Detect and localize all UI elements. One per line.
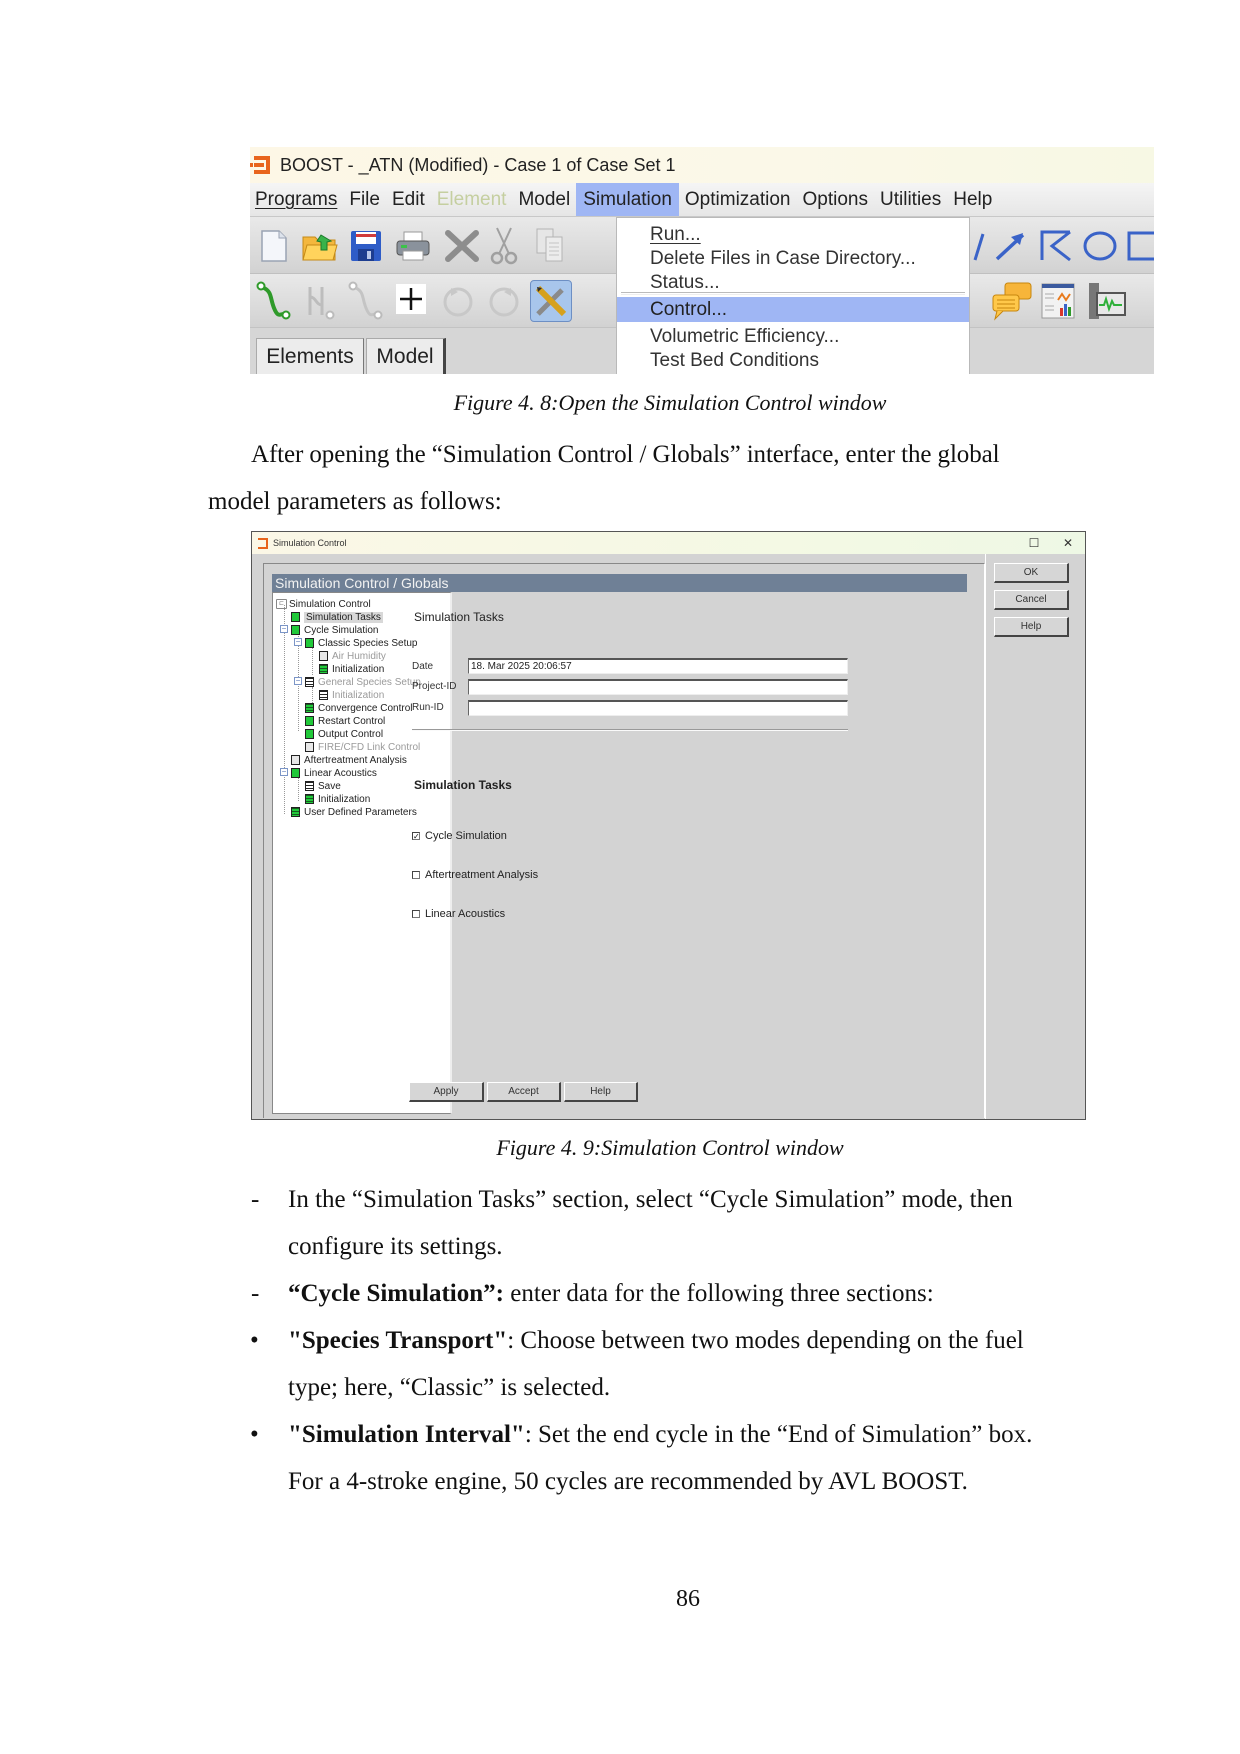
run-id-field[interactable]	[468, 700, 848, 716]
section-divider	[412, 729, 848, 731]
simulation-control-dialog-screenshot	[251, 531, 1086, 1120]
page-number: 86	[676, 1586, 700, 1612]
tree-node-simulation-control[interactable]: ⊏ Simulation Control	[276, 597, 371, 611]
tree-node-initialization-acoustics[interactable]: Initialization	[305, 792, 370, 806]
green-table-icon	[319, 664, 328, 674]
menu-model[interactable]: Model	[518, 188, 571, 210]
menu-bar	[250, 183, 1154, 217]
accept-button[interactable]: Accept	[487, 1082, 561, 1102]
open-folder-icon[interactable]	[300, 227, 340, 265]
button-column-divider	[985, 554, 986, 1120]
collapse-toggle[interactable]: −	[295, 676, 301, 685]
boost-main-window-screenshot	[250, 147, 1154, 374]
simulation-menu-dropdown	[616, 217, 970, 374]
tree-node-convergence-control[interactable]: Convergence Control	[305, 701, 413, 715]
menu-element[interactable]: Element	[436, 188, 507, 210]
cut-icon[interactable]	[487, 225, 521, 267]
arrow-icon[interactable]	[991, 227, 1031, 265]
list-item-text: "Simulation Interval": Set the end cycle in the “End of Simulation” box.	[288, 1421, 1033, 1448]
globals-header: Simulation Control / Globals	[272, 574, 967, 592]
list-item-text: "Species Transport": Choose between two modes depending on the fuel	[288, 1327, 1024, 1354]
tab-model[interactable]: Model	[366, 338, 446, 374]
tree-node-classic-species-setup[interactable]: Classic Species Setup	[305, 636, 418, 650]
paragraph-line: After opening the “Simulation Control / Globals” interface, enter the global	[251, 441, 1000, 468]
menu-item-status[interactable]: Status...	[650, 272, 720, 293]
collapse-toggle[interactable]: −	[295, 637, 301, 646]
tree-node-linear-acoustics[interactable]: Linear Acoustics	[291, 766, 377, 780]
ellipse-icon[interactable]	[1080, 227, 1120, 265]
dialog-title: Simulation Control	[273, 538, 347, 548]
tree-node-general-species-setup[interactable]: General Species Setup	[305, 675, 421, 689]
help-button-side[interactable]: Help	[994, 617, 1069, 637]
date-field[interactable]: 18. Mar 2025 20:06:57	[468, 658, 848, 674]
collapse-toggle[interactable]: −	[281, 624, 287, 633]
polyline-icon[interactable]	[1036, 227, 1076, 265]
table-icon	[305, 781, 314, 791]
aftertreatment-analysis-checkbox[interactable]: Aftertreatment Analysis	[412, 869, 538, 881]
list-marker-dash: -	[251, 1280, 260, 1307]
comments-icon[interactable]	[990, 280, 1034, 322]
green-page-icon	[305, 729, 314, 739]
menu-options[interactable]: Options	[802, 188, 868, 210]
pipe-route-icon[interactable]	[346, 280, 386, 322]
tree-node-air-humidity[interactable]: Air Humidity	[319, 649, 386, 663]
green-table-icon	[305, 703, 314, 713]
ok-button[interactable]: OK	[994, 563, 1069, 583]
list-marker-dash: -	[251, 1186, 260, 1213]
table-icon	[319, 690, 328, 700]
run-id-label: Run-ID	[412, 702, 444, 713]
report-icon[interactable]	[1038, 280, 1078, 322]
green-page-icon	[291, 612, 300, 622]
menu-file[interactable]: File	[349, 188, 380, 210]
new-file-icon[interactable]	[258, 227, 290, 265]
cycle-simulation-checkbox[interactable]: ✓ Cycle Simulation	[413, 830, 507, 842]
list-marker-bullet: •	[250, 1327, 259, 1354]
help-button-bottom[interactable]: Help	[564, 1082, 638, 1102]
analyzer-icon[interactable]	[1086, 280, 1128, 322]
collapse-toggle[interactable]: −	[281, 767, 287, 776]
green-page-icon	[291, 625, 300, 635]
window-title: BOOST - _ATN (Modified) - Case 1 of Case Set 1	[280, 154, 676, 175]
checkbox-unchecked-icon	[412, 910, 420, 918]
undo-icon[interactable]	[438, 280, 478, 322]
list-marker-bullet: •	[250, 1421, 259, 1448]
maximize-button[interactable]: ☐	[1028, 536, 1040, 550]
print-icon[interactable]	[393, 227, 433, 265]
green-table-icon	[305, 794, 314, 804]
tasks-section-title: Simulation Tasks	[414, 778, 512, 792]
dialog-titlebar	[252, 532, 1085, 554]
menu-separator	[621, 292, 965, 295]
project-id-label: Project-ID	[412, 681, 457, 692]
green-table-icon	[291, 807, 300, 817]
green-page-icon	[291, 768, 300, 778]
menu-utilities[interactable]: Utilities	[880, 188, 942, 210]
menu-programs[interactable]: Programs	[255, 188, 338, 210]
menu-simulation[interactable]: Simulation	[576, 183, 679, 216]
list-item-text: type; here, “Classic” is selected.	[288, 1374, 611, 1401]
green-page-icon	[305, 638, 314, 648]
line-icon[interactable]	[972, 229, 986, 263]
tree-root-icon: ⊏	[276, 599, 287, 609]
project-id-field[interactable]	[468, 679, 848, 695]
list-item-bold-term: “Cycle Simulation”:	[288, 1280, 504, 1307]
tools-icon[interactable]	[530, 280, 572, 322]
tree-node-initialization-general[interactable]: Initialization	[319, 688, 384, 702]
figure-caption-1: Figure 4. 8:Open the Simulation Control window	[453, 390, 887, 415]
table-icon	[305, 677, 314, 687]
tree-node-restart-control[interactable]: Restart Control	[305, 714, 385, 728]
tree-node-aftertreatment-analysis[interactable]: Aftertreatment Analysis	[291, 753, 407, 767]
date-label: Date	[412, 661, 434, 672]
tree-node-simulation-tasks[interactable]: Simulation Tasks	[291, 610, 383, 624]
close-button[interactable]: ✕	[1062, 536, 1074, 550]
redo-icon[interactable]	[484, 280, 524, 322]
tab-elements[interactable]: Elements	[256, 338, 364, 374]
list-item-bold-term: "Simulation Interval"	[288, 1421, 525, 1448]
window-titlebar	[250, 147, 1154, 183]
tree-node-cycle-simulation[interactable]: Cycle Simulation	[291, 623, 378, 637]
green-page-icon	[305, 716, 314, 726]
menu-item-delete-files[interactable]: Delete Files in Case Directory...	[650, 248, 916, 269]
menu-item-run[interactable]: Run...	[650, 224, 701, 245]
menu-item-volumetric-efficiency[interactable]: Volumetric Efficiency...	[650, 326, 840, 347]
boost-logo-icon	[258, 538, 268, 549]
menu-help[interactable]: Help	[953, 188, 993, 210]
menu-edit[interactable]: Edit	[391, 188, 425, 210]
checkbox-unchecked-icon	[412, 871, 420, 879]
rectangle-icon[interactable]	[1124, 227, 1154, 265]
gray-page-icon	[291, 755, 300, 765]
delete-icon[interactable]	[442, 227, 482, 265]
list-item-bold-term: "Species Transport"	[288, 1327, 508, 1354]
list-item-text: In the “Simulation Tasks” section, select “Cycle Simulation” mode, then	[288, 1186, 1013, 1213]
menu-optimization[interactable]: Optimization	[684, 188, 791, 210]
connect-pipe-icon[interactable]	[254, 280, 294, 322]
menu-item-control[interactable]: Control...	[617, 297, 969, 322]
tree-node-output-control[interactable]: Output Control	[305, 727, 383, 741]
gray-page-icon	[305, 742, 314, 752]
save-icon[interactable]	[348, 227, 384, 265]
tree-node-fire-cfd-link-control[interactable]: FIRE/CFD Link Control	[305, 740, 420, 754]
panel-title: Simulation Tasks	[414, 610, 504, 624]
cancel-button[interactable]: Cancel	[994, 590, 1069, 610]
linear-acoustics-checkbox[interactable]: Linear Acoustics	[412, 908, 505, 920]
checkbox-checked-icon: ✓	[413, 832, 420, 841]
tree-node-initialization[interactable]: Initialization	[319, 662, 384, 676]
tree-node-user-defined-parameters[interactable]: User Defined Parameters	[291, 805, 417, 819]
paragraph-line: model parameters as follows:	[208, 488, 502, 515]
add-icon[interactable]	[396, 284, 426, 314]
boost-logo-icon	[250, 154, 272, 176]
copy-icon[interactable]	[533, 225, 567, 267]
list-item-text: configure its settings.	[288, 1233, 503, 1260]
list-item-text: “Cycle Simulation”: enter data for the following three sections:	[288, 1280, 934, 1307]
gray-page-icon	[319, 651, 328, 661]
tree-node-save[interactable]: Save	[305, 779, 341, 793]
split-pipe-icon[interactable]	[300, 280, 340, 322]
figure-caption-2: Figure 4. 9:Simulation Control window	[496, 1135, 844, 1160]
list-item-text: For a 4-stroke engine, 50 cycles are recommended by AVL BOOST.	[288, 1468, 968, 1495]
menu-item-test-bed-conditions[interactable]: Test Bed Conditions	[650, 350, 819, 371]
apply-button[interactable]: Apply	[409, 1082, 484, 1102]
